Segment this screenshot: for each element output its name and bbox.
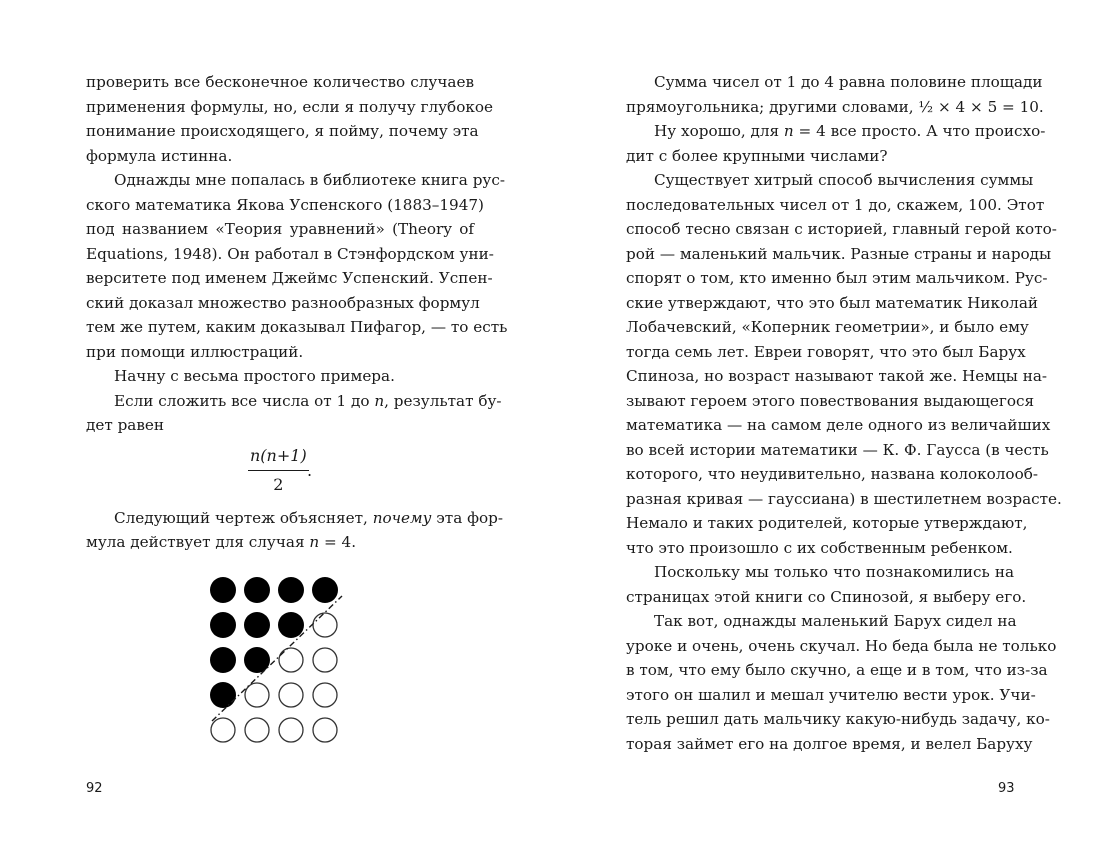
- text-line: прямоугольника; другими словами, ½ × 4 × 5 = 10.: [626, 97, 1044, 116]
- empty-dot-icon: [313, 648, 337, 672]
- paragraph-sum-formula: [86, 389, 502, 438]
- text-line: разная кривая — гауссиана) в шестилетнем возрасте.: [626, 489, 1062, 508]
- empty-dot-icon: [313, 718, 337, 742]
- empty-dot-icon: [279, 648, 303, 672]
- text-line: в том, что ему было скучно, а еще и в том, что из-за: [626, 661, 1048, 679]
- text-segment: Следующий чертеж объясняет,: [114, 508, 373, 527]
- text-line: Так вот, однажды маленький Барух сидел на: [654, 612, 1017, 630]
- emphasis-why: почему: [372, 508, 432, 527]
- text-line: спорят о том, кто именно был этим мальчиком. Рус-: [626, 269, 1048, 287]
- text-line: этого он шалил и мешал учителю вести урок. Учи-: [626, 685, 1036, 704]
- filled-dot-icon: [210, 612, 236, 638]
- text-line: ского математика Якова Успенского (1883–1947): [86, 195, 484, 214]
- text-segment: = 4.: [319, 533, 357, 551]
- text-line: ские утверждают, что это был математик Николай: [626, 293, 1038, 312]
- filled-dot-icon: [244, 647, 270, 673]
- page-number-left: 92: [86, 781, 103, 796]
- filled-dot-icon: [210, 577, 236, 603]
- text-line: способ тесно связан с историей, главный герой кото-: [626, 220, 1057, 238]
- text-line: тогда семь лет. Евреи говорят, что это был Барух: [626, 342, 1026, 361]
- text-line: проверить все бесконечное количество случаев: [86, 73, 474, 91]
- sum-formula: [86, 444, 474, 506]
- text-line: Немало и таких родителей, которые утверждают,: [626, 514, 1028, 532]
- text-segment: = 4 все просто. А что происхо-: [793, 122, 1046, 140]
- text-segment: , результат бу-: [384, 391, 502, 410]
- text-line: зывают героем этого повествования выдающегося: [626, 391, 1035, 410]
- text-line: Equations, 1948). Он работал в Стэнфордском уни-: [86, 244, 494, 263]
- filled-dot-icon: [210, 647, 236, 673]
- text-line: тем же путем, каким доказывал Пифагор, — то есть: [86, 318, 508, 336]
- empty-dot-icon: [313, 683, 337, 707]
- empty-dot-icon: [211, 718, 235, 742]
- text-line: рой — маленький мальчик. Разные страны и народы: [626, 244, 1052, 263]
- text-line: торая займет его на долгое время, и велел Баруху: [626, 734, 1033, 753]
- fraction-numerator: n(n+1): [248, 444, 309, 472]
- dot-grid-icon: [206, 574, 351, 749]
- text-line: Начну с весьма простого примера.: [114, 367, 395, 385]
- paragraph-boy-story: [626, 168, 1062, 560]
- text-line: [86, 530, 474, 555]
- text-line: которого, что неудивительно, названа колоколооб-: [626, 465, 1038, 483]
- text-line: страницах этой книги со Спинозой, я выберу его.: [626, 587, 1027, 606]
- text-line: Лобачевский, «Коперник геометрии», и было ему: [626, 318, 1029, 336]
- filled-dot-icon: [244, 577, 270, 603]
- fraction-denominator: 2: [273, 475, 284, 494]
- formula-period: .: [307, 460, 313, 480]
- text-line: при помощи иллюстраций.: [86, 342, 304, 361]
- variable-n: n: [374, 391, 385, 410]
- text-segment: Ну хорошо, для: [654, 122, 784, 140]
- text-line: применения формулы, но, если я получу глубокое: [86, 97, 493, 116]
- empty-dot-icon: [279, 683, 303, 707]
- text-line: [86, 506, 503, 531]
- filled-dot-icon: [210, 682, 236, 708]
- text-line: верситете под именем Джеймс Успенский. Успен-: [86, 269, 493, 287]
- filled-dot-icon: [244, 612, 270, 638]
- text-line: дет равен: [86, 416, 165, 434]
- fraction: [248, 444, 309, 498]
- paragraph-infinite-cases: [86, 70, 493, 168]
- text-line: ский доказал множество разнообразных формул: [86, 293, 480, 312]
- text-line: дит с более крупными числами?: [626, 146, 888, 165]
- page-number-right: 93: [998, 781, 1015, 796]
- text-segment: эта фор-: [431, 508, 503, 527]
- paragraph-baruch-lesson: [626, 609, 1057, 756]
- paragraph-larger-numbers: [626, 119, 1046, 168]
- left-page: [86, 70, 508, 555]
- text-line: уроке и очень, очень скучал. Но беда была не только: [626, 636, 1057, 655]
- paragraph-figure-intro: [86, 506, 503, 555]
- text-line: что это произошло с их собственным ребенком.: [626, 538, 1013, 557]
- paragraph-simple-example: [86, 364, 474, 389]
- text-segment: Если сложить все числа от 1 до: [114, 391, 375, 410]
- text-line: понимание происходящего, я пойму, почему эта: [86, 122, 479, 140]
- text-line: Спиноза, но возраст называют такой же. Немцы на-: [626, 367, 1048, 385]
- text-line: последовательных чисел от 1 до, скажем, 100. Этот: [626, 195, 1045, 214]
- variable-n: n: [783, 122, 794, 140]
- text-line: тель решил дать мальчику какую-нибудь задачу, ко-: [626, 710, 1050, 728]
- text-segment: мула действует для случая: [86, 533, 310, 551]
- text-line: Однажды мне попалась в библиотеке книга рус-: [114, 171, 505, 189]
- empty-dot-icon: [313, 613, 337, 637]
- text-line: [626, 119, 1046, 144]
- variable-n: n: [309, 533, 320, 551]
- paragraph-choose-spinoza: [626, 560, 1027, 609]
- paragraph-uspensky: [86, 168, 508, 364]
- right-page: [626, 70, 1062, 756]
- paragraph-half-rectangle: [626, 70, 1044, 119]
- text-line: [86, 389, 502, 414]
- empty-dot-icon: [279, 718, 303, 742]
- text-line: во всей истории математики — К. Ф. Гаусса (в честь: [626, 440, 1049, 459]
- text-line: формула истинна.: [86, 146, 233, 165]
- filled-dot-icon: [278, 612, 304, 638]
- text-line: Существует хитрый способ вычисления суммы: [654, 171, 1034, 189]
- text-line: под названием «Теория уравнений» (Theory of: [86, 220, 474, 238]
- filled-dot-icon: [278, 577, 304, 603]
- text-line: математика — на самом деле одного из величайших: [626, 416, 1051, 434]
- text-line: Сумма чисел от 1 до 4 равна половине площади: [654, 73, 1043, 91]
- filled-dot-icon: [312, 577, 338, 603]
- text-line: Поскольку мы только что познакомились на: [654, 563, 1014, 581]
- dot-diagram-figure: [206, 574, 351, 749]
- empty-dot-icon: [245, 718, 269, 742]
